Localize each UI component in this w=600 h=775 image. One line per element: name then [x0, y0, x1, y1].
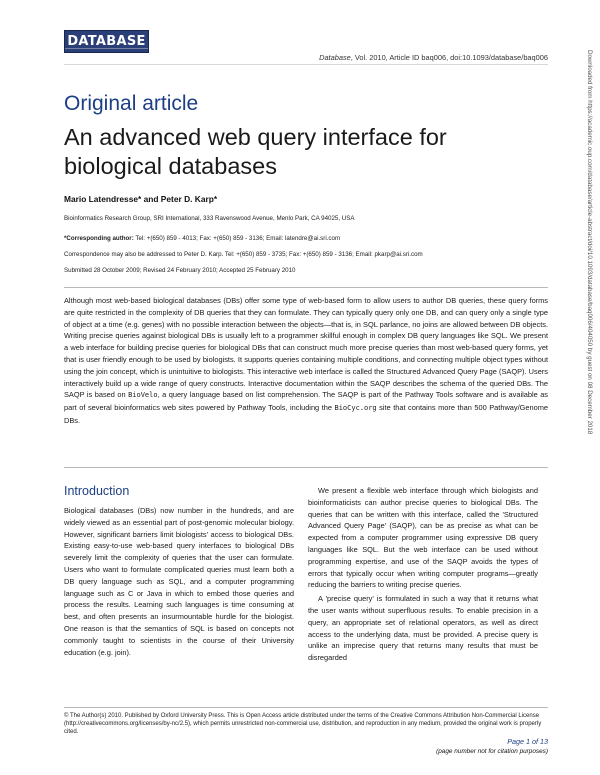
article-title: An advanced web query interface for biological databases: [64, 124, 447, 179]
citation-text: , Vol. 2010, Article ID baq006, doi:10.1093/database/baq006: [350, 53, 548, 62]
license-footer: © The Author(s) 2010. Published by Oxford University Press. This is Open Access article distributed under the terms of the Creative Commons Attribution Non-Commercial License (http://creativecommons.org/licenses/by-nc/2.5), which permits unrestricted non-commercial use, distribution, and reproduction in any medium, provided the original work is properly cited.: [64, 713, 542, 736]
corresponding-contact: Tel: +(650) 859 - 4013; Fax: +(650) 859 - 3136; Email: latendre@ai.sri.com: [133, 235, 341, 242]
corresponding-label: *Corresponding author:: [64, 235, 134, 242]
intro-paragraph: A 'precise query' is formulated in such a way that it returns what the user wants without superfluous results. To enable precision in a query, an appropriate set of relational operators, as well as direct access to the underlying data, must be provided. A precise query is unlike an imprecise query that returns many results that must be disregarded: [308, 594, 538, 663]
citation-header: [319, 53, 548, 62]
abstract: [64, 295, 548, 427]
authors: Mario Latendresse* and Peter D. Karp*: [64, 194, 218, 204]
abstract-bottom-divider: [64, 467, 548, 468]
secondary-correspondence: Correspondence may also be addressed to Peter D. Karp. Tel: +(650) 859 - 3735; Fax: +(650) 859 - 3136; Email: pkarp@ai.sri.com: [64, 251, 423, 258]
journal-logo: [64, 30, 149, 53]
abstract-top-divider: [64, 287, 548, 288]
corresponding-author: [64, 235, 340, 242]
journal-logo-text: DATABASE: [67, 34, 146, 49]
submission-dates: Submitted 28 October 2009; Revised 24 February 2010; Accepted 25 February 2010: [64, 267, 296, 274]
abstract-text-2: , a query language based on list comprehension. The SAQP is part of the Pathway Tools software and is available as part of several bioinformatics web sites powered by Pathway Tools, including the: [64, 390, 548, 413]
article-type: Original article: [64, 92, 199, 115]
biovelo-code: BioVelo: [128, 391, 158, 400]
right-column: [308, 485, 538, 664]
journal-name: Database: [319, 53, 351, 62]
header-divider: [64, 64, 548, 65]
page-number-note: (page number not for citation purposes): [436, 748, 548, 755]
footer-divider: [64, 707, 548, 708]
abstract-text-3: site that contains more than 500 Pathway/Genome DBs.: [64, 403, 548, 425]
introduction-heading: Introduction: [64, 484, 130, 498]
download-notice: Downloaded from https://academic.oup.com/database/article-abstract/doi/10.1093/database/baq006/404050 by guest on 08 December 2018: [586, 50, 593, 435]
download-sidebar: [584, 50, 596, 690]
intro-paragraph: Biological databases (DBs) now number in the hundreds, and are widely viewed as an essential part of post-genomic molecular biology. However, significant barriers limit biologists' access to biological DBs. Existing easy-to-use web-based query interfaces to biological DBs severely limit the complexity of queries that the user can formulate. Users who want to formulate complicated queries must learn both a DB query language such as SQL, and a computer programming language such as C or Java in which to embed those queries and process the results. Learning such languages is time consuming at best, and often presents an insurmountable hurdle for the biologist. One reason is that the semantics of SQL is based on concepts not commonly taught to scientists in the course of their University education (e.g. join).: [64, 506, 294, 657]
abstract-text-1: Although most web-based biological databases (DBs) offer some type of web-based form to allow users to author DB queries, these query forms are quite restricted in the complexity of DB queries that they can formulate. They can typically query only one DB, and can query only a single type of object at a time (e.g. genes) with no possible interaction between the objects—that is, in SQL parlance, no joins are allowed between DB objects. Writing precise queries against biological DBs is usually left to a programmer skillful enough in complex DB query languages like SQL. We present a web interface for building precise queries for biological DBs that can construct much more precise queries than most web-based query forms, yet that is user friendly enough to be used by biologists. It supports queries containing multiple conditions, and connecting multiple object types without using the join concept, which is unintuitive to biologists. This interactive web interface is called the Structured Advanced Query Page (SAQP). Users interactively build up a wide range of query constructs. Interactive documentation within the SAQP describes the schema of the queried DBs. The SAQP is based on: [64, 296, 548, 400]
left-column: [64, 505, 294, 658]
biocyc-link[interactable]: BioCyc.org: [334, 404, 377, 413]
affiliation: Bioinformatics Research Group, SRI International, 333 Ravenswood Avenue, Menlo Park, CA 94025, USA: [64, 215, 355, 222]
intro-paragraph: We present a flexible web interface through which biologists and bioinformaticists can author precise queries to biological DBs. The queries that can be written with this interface, called the 'Structured Advanced Query Page' (SAQP), can be as precise as what can be expected from a computer programmer using expressive DB query languages like SQL. But the web interface can be used without programming expertise, and use of the SAQP avoids the types of errors that typically occur when writing computer programs—greatly reducing the barriers to writing precise queries.: [308, 486, 538, 590]
page-number: Page 1 of 13: [507, 737, 548, 746]
